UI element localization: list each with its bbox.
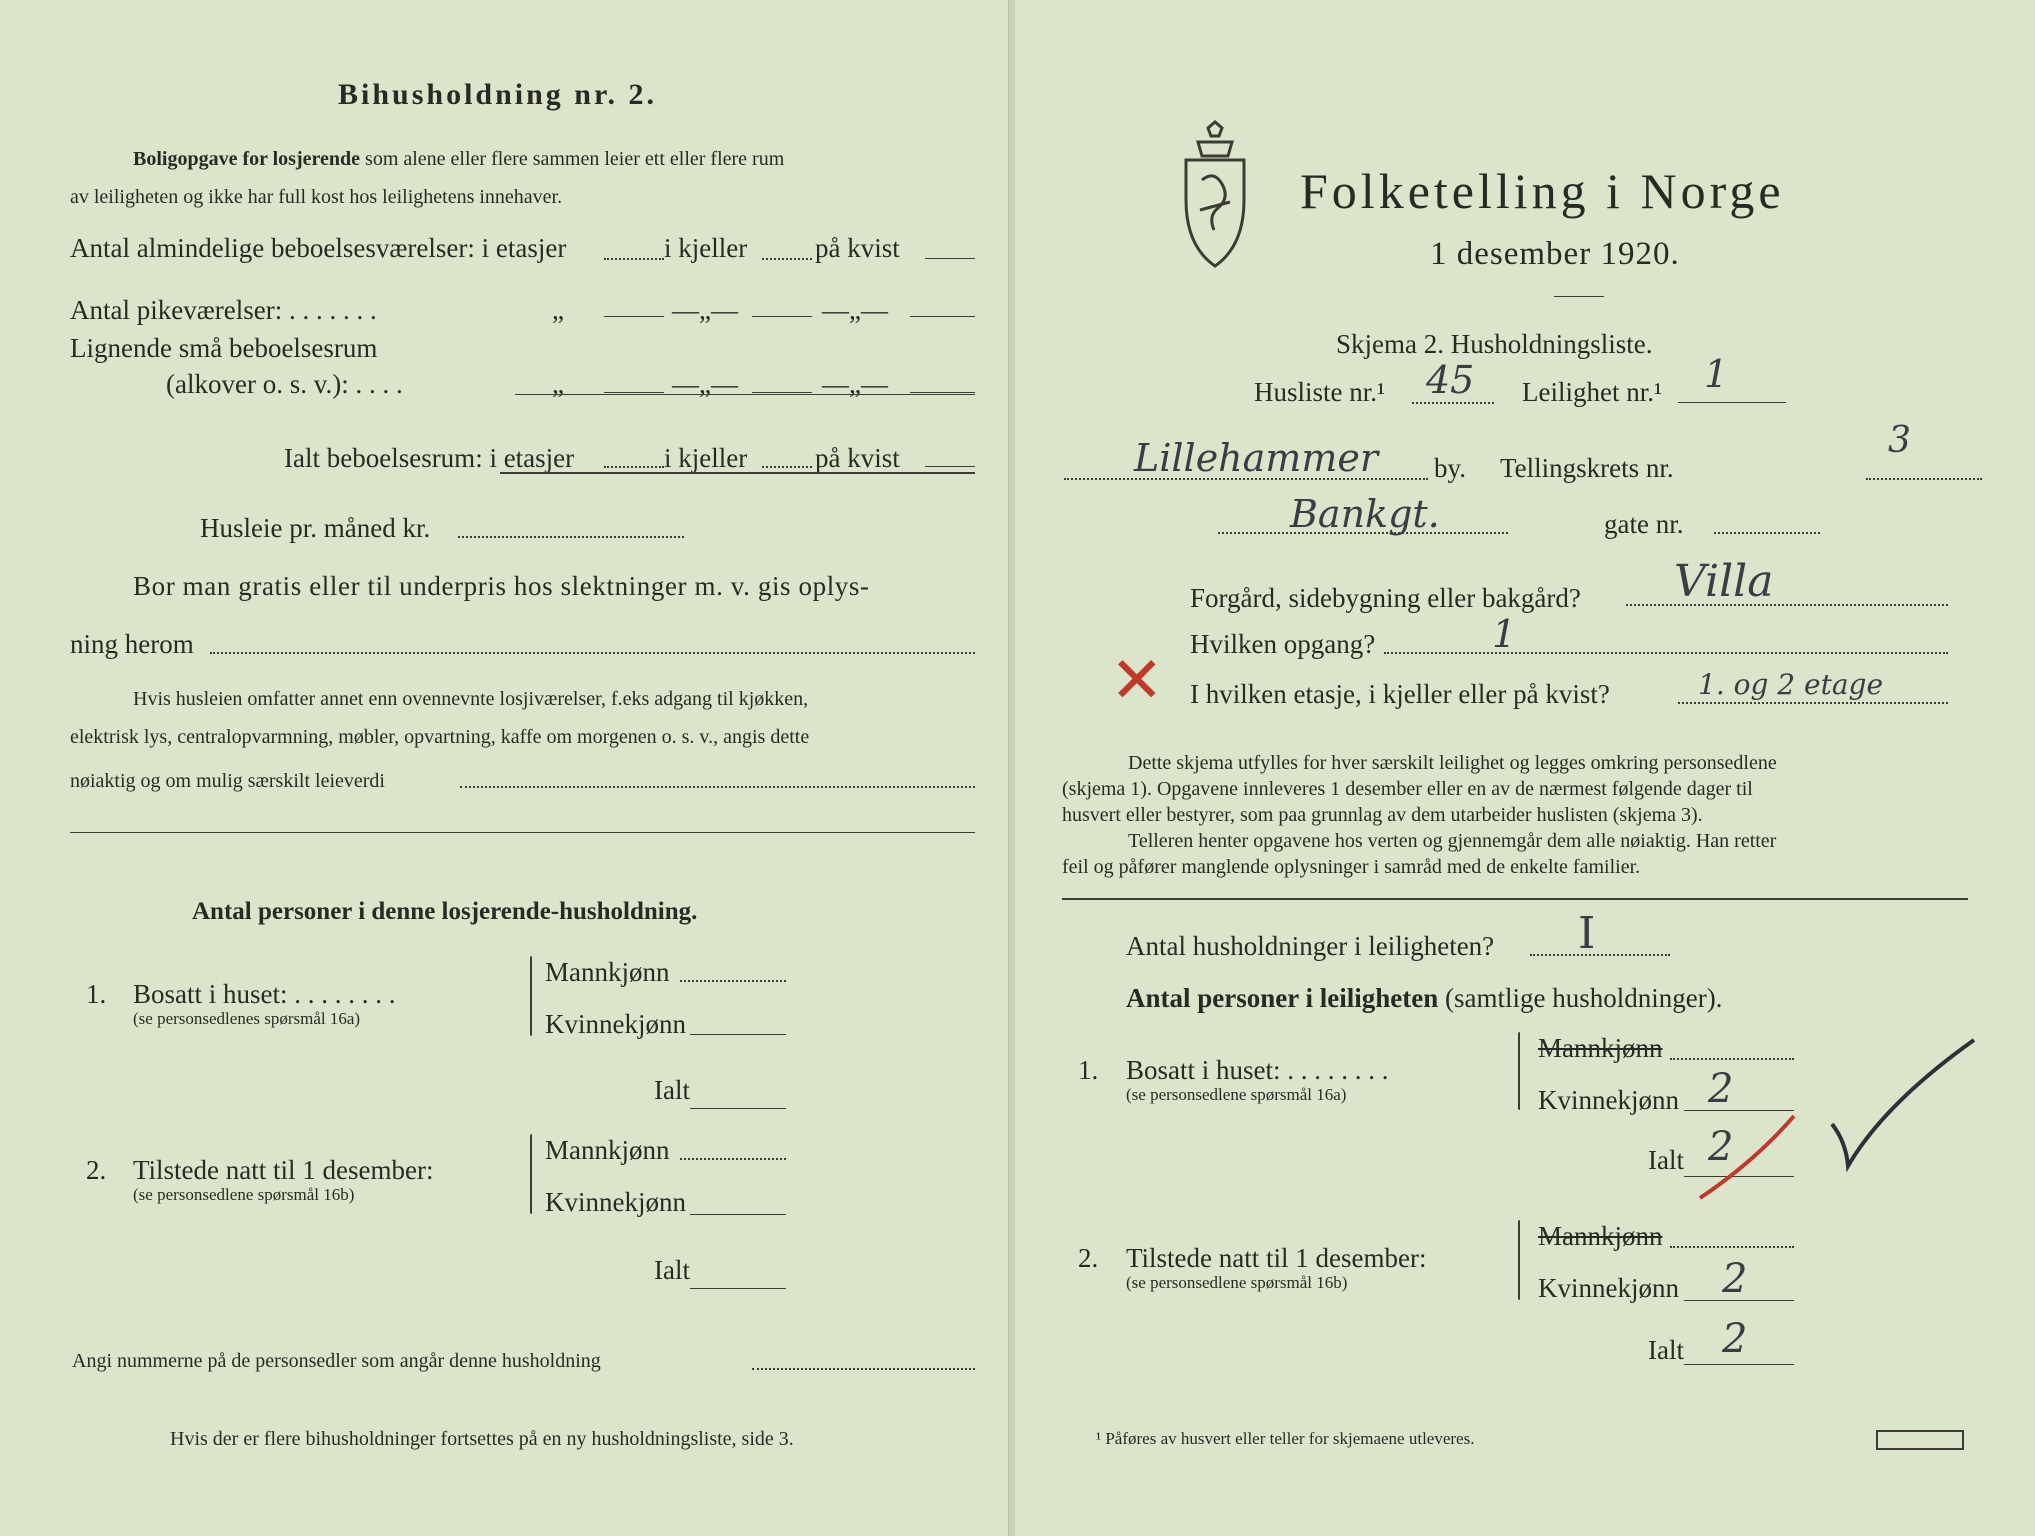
lignende-line-2: (alkover o. s. v.): . . . .	[166, 369, 403, 399]
angi-field[interactable]	[752, 1368, 975, 1370]
left-q2-note: (se personsedlene spørsmål 16b)	[133, 1185, 355, 1204]
gate-label: gate nr.	[1604, 509, 1684, 539]
ialt-kjeller-field[interactable]	[762, 466, 812, 468]
forgaard-label: Forgård, sidebygning eller bakgård?	[1190, 583, 1581, 613]
lignende-line-1: Lignende små beboelsesrum	[70, 333, 378, 363]
hush-value: I	[1578, 908, 1596, 959]
left-q2-ialt: Ialt	[654, 1255, 690, 1285]
tellingskrets-label: Tellingskrets nr.	[1500, 453, 1674, 483]
right-q1-kvinne: Kvinnekjønn	[1538, 1085, 1679, 1115]
forgaard-value: Villa	[1674, 556, 1774, 607]
lignende-ditto-1: „	[552, 369, 564, 399]
instr-line-2: (skjema 1). Opgavene innleveres 1 desember eller en av de nærmest følgende dager til	[1062, 778, 1753, 800]
right-q1-kvinne-field[interactable]	[1684, 1110, 1794, 1111]
lignende-ditto-2: —„—	[672, 369, 738, 399]
lignende-field-1[interactable]	[604, 392, 664, 393]
right-antal-rest: (samtlige husholdninger).	[1444, 983, 1723, 1013]
rooms-kjeller-label: i kjeller	[664, 233, 748, 263]
rooms-kjeller-field[interactable]	[762, 258, 812, 260]
intro-line-2: av leiligheten og ikke har full kost hos leilighetens innehaver.	[70, 186, 563, 208]
left-q1-kvinne: Kvinnekjønn	[545, 1009, 686, 1039]
left-q1-kvinne-field[interactable]	[690, 1034, 786, 1035]
tellingskrets-value: 3	[1888, 420, 1911, 461]
ialt-etasjer-field[interactable]	[604, 466, 664, 468]
right-q2-kvinne-value: 2	[1722, 1256, 1748, 1302]
pike-field-1[interactable]	[604, 316, 664, 317]
intro-rest: som alene eller flere sammen leier ett eller flere rum	[365, 148, 785, 170]
printer-stamp-icon	[1876, 1430, 1964, 1450]
pike-field-2[interactable]	[752, 316, 812, 317]
right-q2-num: 2.	[1078, 1243, 1099, 1273]
skjema-label: Skjema 2. Husholdningsliste.	[1336, 329, 1653, 359]
pike-ditto-1: „	[552, 295, 564, 325]
instr-line-3: husvert eller bestyrer, som paa grunnlag av dem utarbeider huslisten (skjema 3).	[1062, 804, 1703, 826]
husliste-field[interactable]	[1412, 402, 1494, 404]
ialt-kvist-field[interactable]	[925, 466, 975, 467]
leilighet-value: 1	[1704, 352, 1729, 396]
bor-line-1: Bor man gratis eller til underpris hos slektninger m. v. gis oplys-	[133, 571, 870, 601]
left-q1-ialt-field[interactable]	[690, 1108, 786, 1109]
left-q1-brace	[530, 956, 532, 1036]
left-title: Bihusholdning nr. 2.	[338, 78, 658, 111]
right-footnote: ¹ Påføres av husvert eller teller for skjemaene utleveres.	[1096, 1429, 1475, 1448]
intro-bold: Boligopgave for losjerende	[133, 148, 361, 170]
ialt-double-rule	[500, 472, 975, 474]
right-q2-ialt-value: 2	[1722, 1316, 1748, 1362]
rooms-kvist-field[interactable]	[925, 258, 975, 259]
right-q2-mann-field[interactable]	[1670, 1246, 1794, 1248]
ialt-rooms-label: Ialt beboelsesrum: i etasjer	[284, 443, 575, 473]
left-q2-mann: Mannkjønn	[545, 1135, 670, 1165]
etasje-field[interactable]	[1678, 702, 1948, 704]
bor-field[interactable]	[210, 652, 975, 654]
left-antal-heading: Antal personer i denne losjerende-husholdning.	[192, 898, 698, 925]
left-q2-ialt-field[interactable]	[690, 1288, 786, 1289]
lignende-field-3[interactable]	[910, 392, 975, 393]
bor-line-2: ning herom	[70, 629, 194, 659]
leieverdi-field[interactable]	[460, 786, 975, 788]
right-q2-brace	[1518, 1220, 1520, 1300]
leilighet-field[interactable]	[1678, 402, 1786, 403]
gate-nr-field[interactable]	[1714, 532, 1820, 534]
pike-ditto-3: —„—	[822, 295, 888, 325]
left-q1-num: 1.	[86, 979, 107, 1009]
left-footer: Hvis der er flere bihusholdninger fortsettes på en ny husholdningsliste, side 3.	[170, 1428, 794, 1450]
left-q1-mann: Mannkjønn	[545, 957, 670, 987]
instr-line-5: feil og påfører manglende oplysninger i samråd med de enkelte familier.	[1062, 856, 1641, 878]
hvis-line-2: elektrisk lys, centralopvarmning, møbler, opvartning, kaffe om morgenen o. s. v., angis dette	[70, 726, 810, 748]
instr-line-4: Telleren henter opgavene hos verten og gjennemgår dem alle nøiaktig. Han retter	[1128, 830, 1777, 852]
hvis-line-1: Hvis husleien omfatter annet enn ovennevnte losjiværelser, f.eks adgang til kjøkken,	[133, 688, 809, 710]
left-q2-brace	[530, 1134, 532, 1214]
opgang-field[interactable]	[1384, 652, 1948, 654]
red-slash-mark-icon	[1694, 1112, 1804, 1207]
by-value: Lillehammer	[1134, 436, 1379, 480]
husliste-label: Husliste nr.¹	[1254, 377, 1386, 407]
husleie-label: Husleie pr. måned kr.	[200, 513, 431, 543]
left-q2-num: 2.	[86, 1155, 107, 1185]
etasje-value: 1. og 2 etage	[1698, 668, 1884, 701]
right-q1-ialt: Ialt	[1648, 1145, 1684, 1175]
instr-divider	[1062, 898, 1968, 900]
right-antal-heading	[1126, 984, 1722, 1014]
intro-line-1	[133, 148, 784, 170]
left-q2-label: Tilstede natt til 1 desember:	[133, 1155, 434, 1185]
rooms-kvist-label: på kvist	[815, 233, 900, 263]
hvis-line-3: nøiaktig og om mulig særskilt leieverdi	[70, 770, 385, 792]
right-q2-mann: Mannkjønn	[1538, 1221, 1663, 1251]
right-title: Folketelling i Norge	[1300, 163, 1785, 219]
etasje-label: I hvilken etasje, i kjeller eller på kvist?	[1190, 679, 1610, 709]
hush-label: Antal husholdninger i leiligheten?	[1126, 931, 1495, 961]
left-q1-ialt: Ialt	[654, 1075, 690, 1105]
angi-label: Angi nummerne på de personsedler som angår denne husholdning	[72, 1350, 601, 1372]
opgang-value: 1	[1492, 612, 1517, 656]
pike-ditto-2: —„—	[672, 295, 738, 325]
pike-label: Antal pikeværelser: . . . . . . .	[70, 295, 377, 325]
leieverdi-field-2[interactable]	[70, 832, 975, 833]
right-q1-label: Bosatt i huset: . . . . . . . .	[1126, 1055, 1389, 1085]
opgang-label: Hvilken opgang?	[1190, 629, 1376, 659]
right-q1-mann: Mannkjønn	[1538, 1033, 1663, 1063]
right-q1-mann-field[interactable]	[1670, 1058, 1794, 1060]
instr-line-1: Dette skjema utfylles for hver særskilt leilighet og legges omkring personsedlene	[1128, 752, 1777, 774]
left-q1-note: (se personsedlenes spørsmål 16a)	[133, 1009, 361, 1028]
check-mark-icon	[1824, 1034, 1984, 1179]
husleie-field[interactable]	[458, 536, 684, 538]
hush-field[interactable]	[1530, 954, 1670, 956]
lignende-ditto-3: —„—	[822, 369, 888, 399]
ialt-kjeller-label: i kjeller	[664, 443, 748, 473]
left-q1-mann-field[interactable]	[680, 980, 786, 982]
norwegian-coat-of-arms-icon	[1180, 120, 1250, 275]
right-q2-ialt: Ialt	[1648, 1335, 1684, 1365]
census-date: 1 desember 1920.	[1430, 236, 1680, 272]
left-q2-kvinne: Kvinnekjønn	[545, 1187, 686, 1217]
right-q1-ialt-value: 2	[1708, 1124, 1734, 1170]
tellingskrets-field[interactable]	[1866, 478, 1982, 480]
right-antal-bold: Antal personer i leiligheten	[1126, 983, 1439, 1013]
left-q2-kvinne-field[interactable]	[690, 1214, 786, 1215]
rooms-label: Antal almindelige beboelsesværelser: i etasjer	[70, 233, 567, 263]
by-label: by.	[1434, 453, 1466, 483]
gate-value: Bankgt.	[1290, 492, 1440, 536]
lignende-field-2[interactable]	[752, 392, 812, 393]
lignende-sum-line	[515, 394, 975, 395]
right-q1-note: (se personsedlene spørsmål 16a)	[1126, 1085, 1347, 1104]
right-q1-kvinne-value: 2	[1708, 1066, 1734, 1112]
ialt-kvist-label: på kvist	[815, 443, 900, 473]
right-q2-label: Tilstede natt til 1 desember:	[1126, 1243, 1427, 1273]
right-q1-brace	[1518, 1032, 1520, 1110]
right-q2-note: (se personsedlene spørsmål 16b)	[1126, 1273, 1348, 1292]
left-q2-mann-field[interactable]	[680, 1158, 786, 1160]
right-q2-kvinne: Kvinnekjønn	[1538, 1273, 1679, 1303]
date-underline	[1554, 296, 1604, 297]
right-q1-num: 1.	[1078, 1055, 1099, 1085]
leilighet-label: Leilighet nr.¹	[1522, 377, 1663, 407]
right-q2-ialt-field[interactable]	[1684, 1364, 1794, 1365]
left-page	[0, 0, 1008, 1536]
right-page	[1014, 0, 2035, 1536]
red-cross-mark-icon: ✕	[1110, 644, 1164, 718]
husliste-value: 45	[1426, 358, 1475, 402]
rooms-etasjer-field[interactable]	[604, 258, 664, 260]
pike-field-3[interactable]	[910, 316, 975, 317]
left-q1-label: Bosatt i huset: . . . . . . . .	[133, 979, 396, 1009]
